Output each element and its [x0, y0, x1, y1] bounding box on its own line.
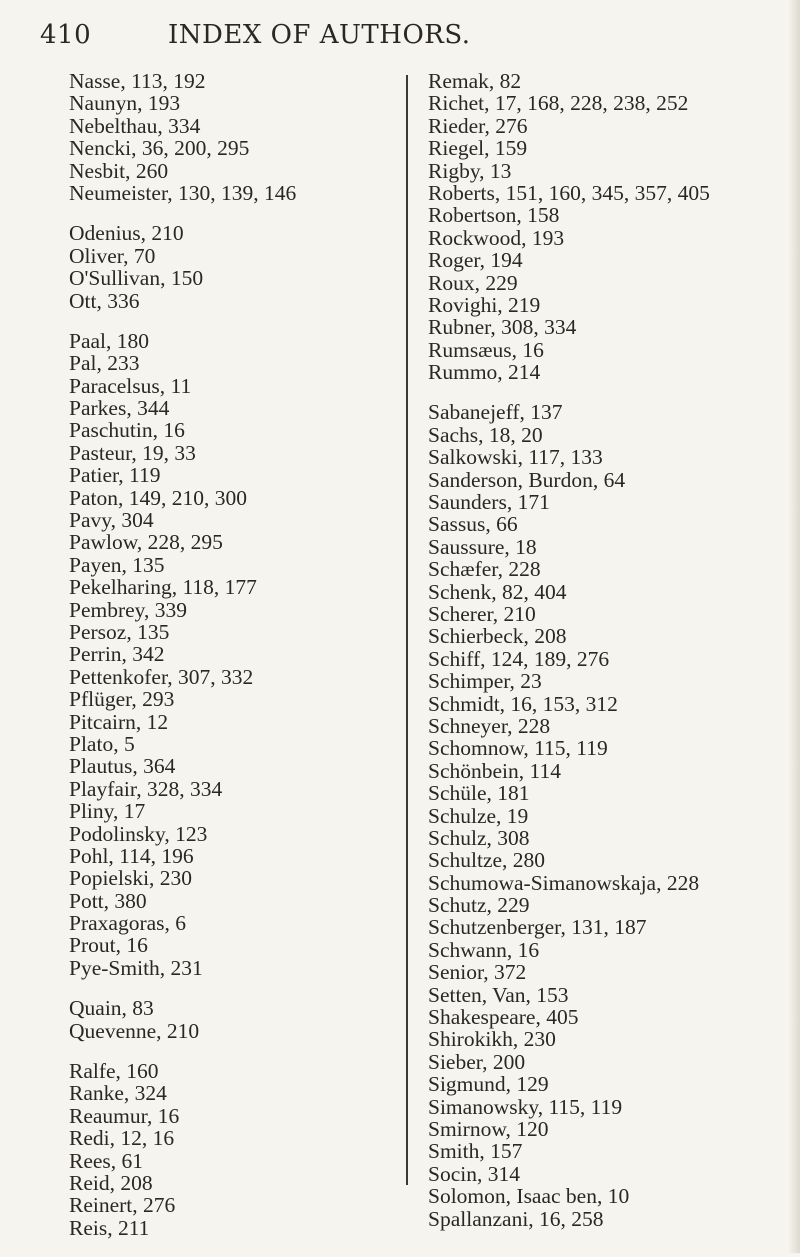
author-entry: Quevenne, 210 — [69, 1018, 200, 1043]
author-entry: Ott, 336 — [69, 288, 140, 313]
author-entry: Roberts, 151, 160, 345, 357, 405 — [428, 180, 710, 205]
author-entry: Prout, 16 — [69, 933, 148, 958]
author-entry: Redi, 12, 16 — [69, 1126, 175, 1151]
author-entry: Schæfer, 228 — [428, 557, 541, 582]
author-entry: Rubner, 308, 334 — [428, 315, 577, 340]
author-entry: Remak, 82 — [428, 69, 522, 93]
author-entry: Payen, 135 — [69, 552, 165, 577]
author-entry: Paton, 149, 210, 300 — [69, 485, 247, 510]
letter-group — [69, 70, 389, 204]
author-entry: Parkes, 344 — [69, 396, 170, 421]
author-entry: Ranke, 324 — [69, 1081, 167, 1106]
author-entry: Spallanzani, 16, 258 — [428, 1206, 604, 1231]
author-entry: Praxagoras, 6 — [69, 911, 187, 936]
author-entry: Pasteur, 19, 33 — [69, 440, 196, 465]
author-entry: Scherer, 210 — [428, 601, 536, 626]
author-entry: Reis, 211 — [69, 1215, 150, 1240]
author-entry: Reid, 208 — [69, 1170, 153, 1195]
author-entry: Saussure, 18 — [428, 534, 537, 559]
letter-group — [428, 70, 788, 383]
author-entry: Patier, 119 — [69, 463, 161, 488]
author-entry: Schiff, 124, 189, 276 — [428, 646, 610, 671]
author-entry: Paschutin, 16 — [69, 418, 185, 443]
author-entry: O'Sullivan, 150 — [69, 266, 204, 291]
left-column — [69, 70, 389, 1257]
author-entry: Reinert, 276 — [69, 1193, 176, 1218]
author-entry: Rees, 61 — [69, 1148, 144, 1173]
page-title: INDEX OF AUTHORS. — [168, 20, 471, 50]
author-entry: Schumowa-Simanowskaja, 228 — [428, 870, 700, 895]
author-entry: Plautus, 364 — [69, 754, 176, 779]
letter-group — [69, 997, 389, 1042]
author-entry: Riegel, 159 — [428, 136, 528, 161]
author-entry: Sieber, 200 — [428, 1049, 526, 1074]
letter-group — [69, 330, 389, 979]
author-entry: Sanderson, Burdon, 64 — [428, 467, 626, 492]
author-entry: Rieder, 276 — [428, 113, 528, 138]
author-entry: Simanowsky, 115, 119 — [428, 1094, 623, 1119]
author-entry: Plato, 5 — [69, 731, 135, 756]
author-entry: Schomnow, 115, 119 — [428, 736, 608, 761]
author-entry: Paal, 180 — [69, 328, 150, 353]
author-entry: Sabanejeff, 137 — [428, 400, 563, 425]
author-entry: Perrin, 342 — [69, 642, 165, 667]
author-entry: Schmidt, 16, 153, 312 — [428, 691, 618, 716]
author-entry: Rigby, 13 — [428, 158, 512, 183]
author-entry: Schwann, 16 — [428, 937, 540, 962]
column-divider — [406, 75, 408, 1185]
author-entry: Roger, 194 — [428, 248, 523, 273]
author-entry: Nesbit, 260 — [69, 158, 169, 183]
author-entry: Schultze, 280 — [428, 848, 546, 873]
author-entry: Schutz, 229 — [428, 893, 530, 918]
author-entry: Reaumur, 16 — [69, 1103, 180, 1128]
author-entry: Schenk, 82, 404 — [428, 579, 567, 604]
author-entry: Schierbeck, 208 — [428, 624, 567, 649]
author-entry: Rockwood, 193 — [428, 225, 565, 250]
author-entry: Naunyn, 193 — [69, 91, 181, 116]
author-entry: Oliver, 70 — [69, 243, 156, 268]
right-column — [428, 70, 788, 1248]
author-entry: Podolinsky, 123 — [69, 821, 208, 846]
author-entry: Pawlow, 228, 295 — [69, 530, 223, 555]
author-entry: Pavy, 304 — [69, 508, 154, 533]
author-entry: Pekelharing, 118, 177 — [69, 575, 257, 600]
author-entry: Schneyer, 228 — [428, 713, 551, 738]
author-entry: Sigmund, 129 — [428, 1072, 549, 1097]
author-entry: Pliny, 17 — [69, 799, 146, 824]
author-entry: Odenius, 210 — [69, 221, 184, 246]
author-entry: Senior, 372 — [428, 960, 527, 985]
author-entry: Nencki, 36, 200, 295 — [69, 136, 250, 161]
page-number: 410 — [40, 20, 92, 50]
author-entry: Rumsæus, 16 — [428, 337, 544, 362]
author-entry: Schönbein, 114 — [428, 758, 561, 783]
page-edge-shadow — [788, 0, 800, 1253]
author-entry: Schulz, 308 — [428, 825, 530, 850]
author-entry: Rovighi, 219 — [428, 292, 541, 317]
author-entry: Pembrey, 339 — [69, 597, 188, 622]
author-entry: Pott, 380 — [69, 888, 147, 913]
author-entry: Pflüger, 293 — [69, 687, 175, 712]
author-entry: Schutzenberger, 131, 187 — [428, 915, 647, 940]
author-entry: Salkowski, 117, 133 — [428, 445, 603, 470]
author-entry: Schimper, 23 — [428, 669, 542, 694]
author-entry: Pal, 233 — [69, 351, 140, 376]
author-entry: Richet, 17, 168, 228, 238, 252 — [428, 91, 689, 116]
author-entry: Nebelthau, 334 — [69, 113, 201, 138]
author-entry: Shirokikh, 230 — [428, 1027, 556, 1052]
author-entry: Smirnow, 120 — [428, 1116, 549, 1141]
author-entry: Robertson, 158 — [428, 203, 560, 228]
author-entry: Socin, 314 — [428, 1161, 520, 1186]
author-entry: Neumeister, 130, 139, 146 — [69, 180, 297, 205]
author-entry: Quain, 83 — [69, 996, 154, 1021]
author-entry: Saunders, 171 — [428, 490, 550, 515]
letter-group — [69, 1060, 389, 1239]
author-entry: Pitcairn, 12 — [69, 709, 169, 734]
letter-group — [428, 401, 788, 1229]
author-entry: Schulze, 19 — [428, 803, 529, 828]
author-entry: Pye-Smith, 231 — [69, 955, 203, 980]
author-entry: Sachs, 18, 20 — [428, 422, 543, 447]
letter-group — [69, 222, 389, 312]
author-entry: Pettenkofer, 307, 332 — [69, 664, 254, 689]
author-entry: Nasse, 113, 192 — [69, 69, 206, 93]
author-entry: Paracelsus, 11 — [69, 373, 192, 398]
author-entry: Persoz, 135 — [69, 619, 170, 644]
author-entry: Smith, 157 — [428, 1139, 523, 1164]
author-entry: Schüle, 181 — [428, 781, 530, 806]
running-head — [40, 20, 560, 50]
author-entry: Popielski, 230 — [69, 866, 193, 891]
author-entry: Setten, Van, 153 — [428, 982, 569, 1007]
author-entry: Shakespeare, 405 — [428, 1005, 579, 1030]
author-entry: Pohl, 114, 196 — [69, 843, 194, 868]
author-entry: Solomon, Isaac ben, 10 — [428, 1184, 630, 1209]
author-entry: Playfair, 328, 334 — [69, 776, 223, 801]
author-entry: Rummo, 214 — [428, 360, 541, 385]
author-entry: Sassus, 66 — [428, 512, 518, 537]
author-entry: Roux, 229 — [428, 270, 518, 295]
author-entry: Ralfe, 160 — [69, 1059, 159, 1084]
